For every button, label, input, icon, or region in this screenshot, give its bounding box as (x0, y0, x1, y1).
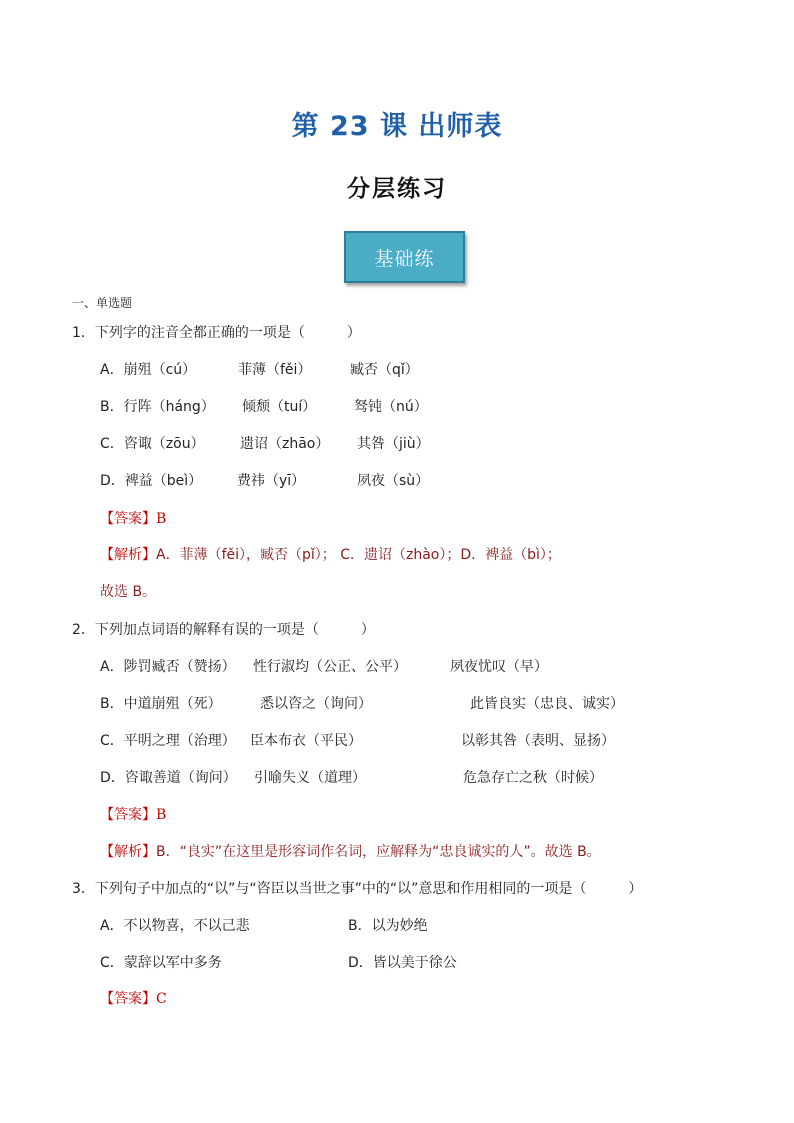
answer-value: B (156, 807, 167, 823)
option-text: 倾颓（tuí） (242, 399, 317, 415)
section-heading: 一、单选题 (72, 296, 133, 310)
explanation-label: 【解析】 (100, 844, 156, 860)
answer-label: 【答案】 (100, 511, 156, 527)
option-text: 遗诏（zhāo） (240, 436, 330, 452)
level-badge: 基础练 (344, 231, 465, 283)
answer-line (100, 990, 167, 1008)
answer-label: 【答案】 (100, 991, 156, 1007)
option-text: C．平明之理（治理） (100, 733, 236, 749)
option-text: 性行淑均（公正、公平） (253, 659, 407, 675)
option-text: 驽钝（nú） (354, 399, 428, 415)
option-text: D．裨益（beì） (100, 473, 203, 489)
option-text: C．咨诹（zōu） (100, 436, 205, 452)
page-title: 第 23 课 出师表 (291, 111, 503, 142)
option-text: 费祎（yī） (237, 473, 306, 489)
option-text: B．中道崩殂（死） (100, 696, 222, 712)
answer-line (100, 806, 166, 824)
option-text: A．陟罚臧否（赞扬） (100, 659, 236, 675)
question-stem: 3．下列句子中加点的“以”与“咨臣以当世之事”中的“以”意思和作用相同的一项是（ ） (72, 881, 643, 897)
explanation-label: 【解析】 (100, 547, 156, 563)
page-subtitle: 分层练习 (347, 176, 447, 202)
answer-value: C (156, 991, 167, 1007)
option-text: 菲薄（fěi） (238, 362, 312, 378)
option-text: D．皆以美于徐公 (348, 955, 457, 971)
explanation-text: B．“良实”在这里是形容词作名词，应解释为“忠良诚实的人”。故选 B。 (156, 844, 601, 860)
option-text: A．不以物喜，不以己悲 (100, 918, 250, 934)
option-text: 悉以咨之（询问） (260, 696, 372, 712)
explanation-text: A．菲薄（fěi），臧否（pǐ）； C．遗诏（zhào）；D．裨益（bì）； (156, 547, 561, 563)
answer-label: 【答案】 (100, 807, 156, 823)
answer-line (100, 510, 166, 528)
option-text: 其咎（jiù） (357, 436, 430, 452)
answer-value: B (156, 511, 167, 527)
explanation-line (100, 546, 561, 564)
explanation-line (100, 843, 601, 861)
explanation-conclusion: 故选 B。 (100, 584, 157, 600)
option-text: 此皆良实（忠良、诚实） (470, 696, 624, 712)
option-text: 引喻失义（道理） (254, 770, 366, 786)
option-text: 臣本布衣（平民） (250, 733, 362, 749)
option-text: 夙夜忧叹（早） (450, 659, 548, 675)
option-text: 臧否（qǐ） (350, 362, 419, 378)
option-text: C．蒙辞以军中多务 (100, 955, 222, 971)
option-text: A．崩殂（cú） (100, 362, 197, 378)
option-text: D．咨诹善道（询问） (100, 770, 237, 786)
question-stem: 2．下列加点词语的解释有误的一项是（ ） (72, 622, 375, 638)
question-stem: 1．下列字的注音全都正确的一项是（ ） (72, 325, 361, 341)
option-text: 以彰其咎（表明、显扬） (461, 733, 615, 749)
option-text: 危急存亡之秋（时候） (463, 770, 603, 786)
option-text: 夙夜（sù） (357, 473, 430, 489)
option-text: B．以为妙绝 (348, 918, 428, 934)
option-text: B．行阵（háng） (100, 399, 215, 415)
